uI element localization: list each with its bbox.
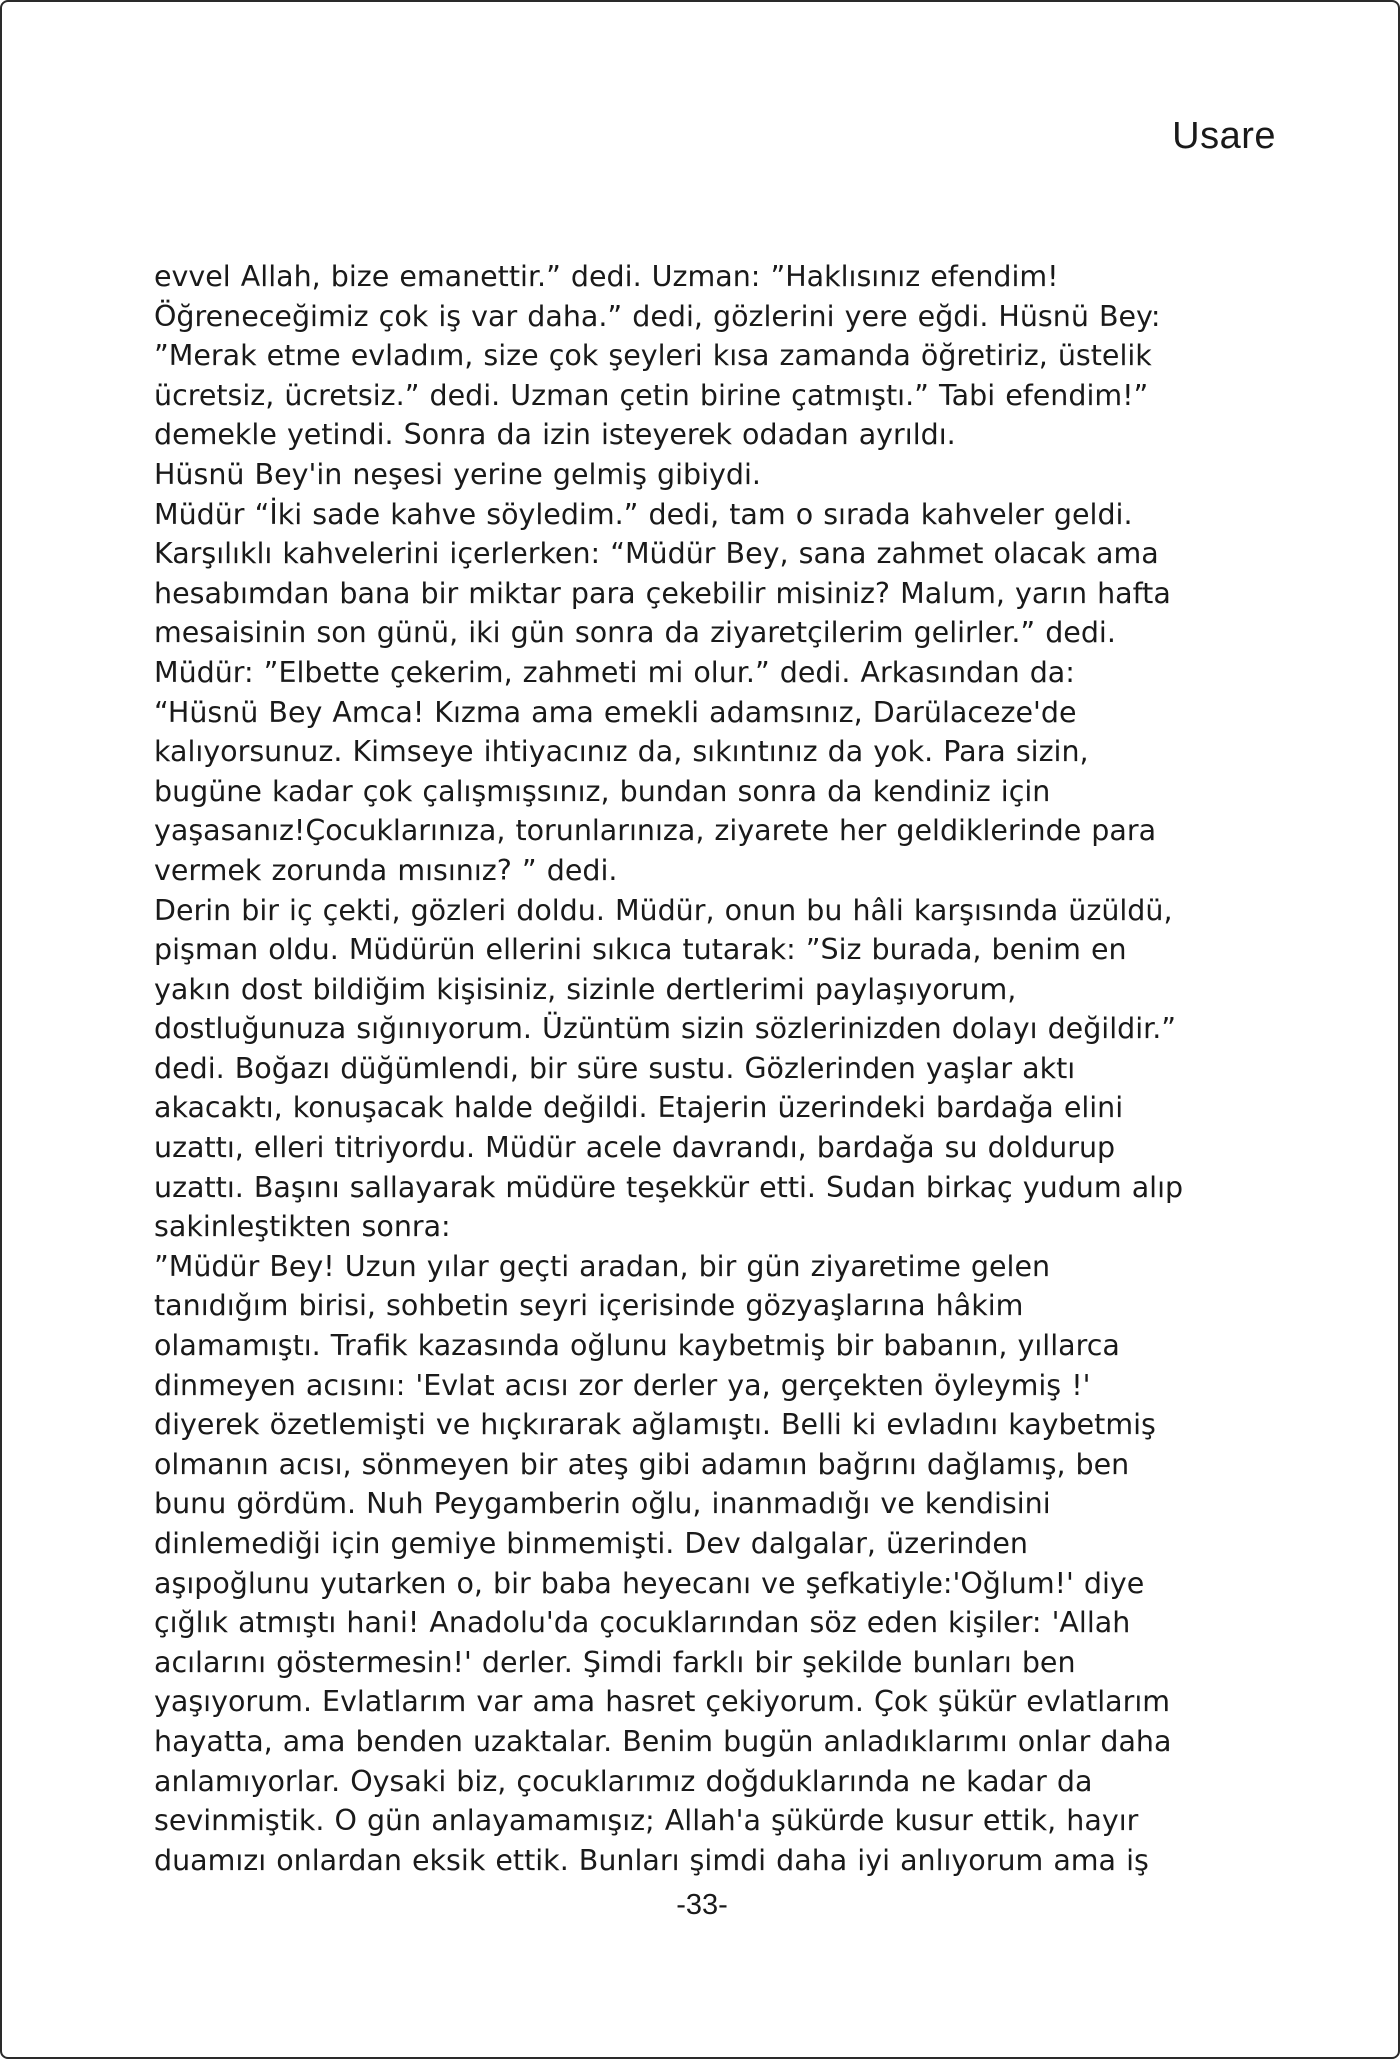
text-line: hesabımdan bana bir miktar para çekebilir misiniz? Malum, yarın hafta — [154, 576, 1171, 610]
body-text — [154, 257, 1244, 1880]
text-line: pişman oldu. Müdürün ellerini sıkıca tutarak: ”Siz burada, benim en — [154, 933, 1127, 967]
text-line: aşıpoğlunu yutarken o, bir baba heyecanı ve şefkatiyle:'Oğlum!' diye — [154, 1566, 1145, 1600]
text-line: dedi. Boğazı düğümlendi, bir süre sustu. Gözlerinden yaşlar aktı — [154, 1051, 1076, 1085]
text-line: olmanın acısı, sönmeyen bir ateş gibi adamın bağrını dağlamış, ben — [154, 1447, 1130, 1481]
text-line: uzattı, elleri titriyordu. Müdür acele davrandı, bardağa su doldurup — [154, 1131, 1116, 1165]
text-line: Öğreneceğimiz çok iş var daha.” dedi, gözlerini yere eğdi. Hüsnü Bey: — [154, 299, 1161, 333]
text-line: anlamıyorlar. Oysaki biz, çocuklarımız doğduklarında ne kadar da — [154, 1764, 1093, 1798]
text-line: sakinleştikten sonra: — [154, 1210, 451, 1244]
text-line: dinlemediği için gemiye binmemişti. Dev dalgalar, üzerinden — [154, 1527, 1028, 1560]
text-line: kalıyorsunuz. Kimseye ihtiyacınız da, sıkıntınız da yok. Para sizin, — [154, 735, 1089, 769]
text-line: mesaisinin son günü, iki gün sonra da ziyaretçilerim gelirler.” dedi. — [154, 616, 1116, 650]
text-line: Hüsnü Bey'in neşesi yerine gelmiş gibiydi. — [154, 457, 761, 491]
text-line: çığlık atmıştı hani! Anadolu'da çocuklarından söz eden kişiler: 'Allah — [154, 1606, 1131, 1640]
text-line: duamızı onlardan eksik ettik. Bunları şimdi daha iyi anlıyorum ama iş — [154, 1843, 1149, 1877]
text-line: olamamıştı. Trafik kazasında oğlunu kaybetmiş bir babanın, yıllarca — [154, 1329, 1120, 1363]
text-line: ”Merak etme evladım, size çok şeyleri kısa zamanda öğretiriz, üstelik — [154, 339, 1152, 373]
text-line: dinmeyen acısını: 'Evlat acısı zor derler ya, gerçekten öyleymiş !' — [154, 1368, 1091, 1402]
text-line: tanıdığım birisi, sohbetin seyri içerisinde gözyaşlarına hâkim — [154, 1289, 1024, 1323]
text-line: demekle yetindi. Sonra da izin isteyerek odadan ayrıldı. — [154, 418, 956, 452]
text-line: dostluğunuza sığınıyorum. Üzüntüm sizin sözlerinizden dolayı değildir.” — [154, 1012, 1177, 1046]
text-line: yaşasanız!Çocuklarınıza, torunlarınıza, ziyarete her geldiklerinde para — [154, 814, 1157, 848]
text-line: Müdür “İki sade kahve söyledim.” dedi, tam o sırada kahveler geldi. — [154, 497, 1133, 531]
text-line: bugüne kadar çok çalışmışsınız, bundan sonra da kendiniz için — [154, 774, 1051, 808]
text-line: diyerek özetlemişti ve hıçkırarak ağlamıştı. Belli ki evladını kaybetmiş — [154, 1408, 1156, 1442]
text-line: bunu gördüm. Nuh Peygamberin oğlu, inanmadığı ve kendisini — [154, 1487, 1051, 1521]
text-line: sevinmiştik. O gün anlayamamışız; Allah'a şükürde kusur ettik, hayır — [154, 1804, 1139, 1838]
text-line: yakın dost bildiğim kişisiniz, sizinle dertlerimi paylaşıyorum, — [154, 972, 1017, 1006]
text-line: vermek zorunda mısınız? ” dedi. — [154, 853, 618, 887]
text-line: acılarını göstermesin!' derler. Şimdi farklı bir şekilde bunları ben — [154, 1645, 1076, 1679]
text-line: evvel Allah, bize emanettir.” dedi. Uzman: ”Haklısınız efendim! — [154, 260, 1059, 293]
text-line: yaşıyorum. Evlatlarım var ama hasret çekiyorum. Çok şükür evlatlarım — [154, 1685, 1171, 1719]
text-line: Derin bir iç çekti, gözleri doldu. Müdür, onun bu hâli karşısında üzüldü, — [154, 893, 1173, 927]
text-line: ”Müdür Bey! Uzun yılar geçti aradan, bir gün ziyaretime gelen — [154, 1249, 1051, 1283]
text-line: Müdür: ”Elbette çekerim, zahmeti mi olur.” dedi. Arkasından da: — [154, 655, 1075, 689]
running-header: Usare — [1172, 115, 1276, 157]
page-number: -33- — [676, 1889, 728, 1921]
text-line: akacaktı, konuşacak halde değildi. Etajerin üzerindeki bardağa elini — [154, 1091, 1124, 1125]
text-line: “Hüsnü Bey Amca! Kızma ama emekli adamsınız, Darülaceze'de — [154, 695, 1077, 729]
text-line: hayatta, ama benden uzaktalar. Benim bugün anladıklarımı onlar daha — [154, 1724, 1172, 1758]
text-line: uzattı. Başını sallayarak müdüre teşekkür etti. Sudan birkaç yudum alıp — [154, 1170, 1184, 1204]
text-line: ücretsiz, ücretsiz.” dedi. Uzman çetin birine çatmıştı.” Tabi efendim!” — [154, 378, 1149, 412]
text-line: Karşılıklı kahvelerini içerlerken: “Müdür Bey, sana zahmet olacak ama — [154, 537, 1159, 571]
